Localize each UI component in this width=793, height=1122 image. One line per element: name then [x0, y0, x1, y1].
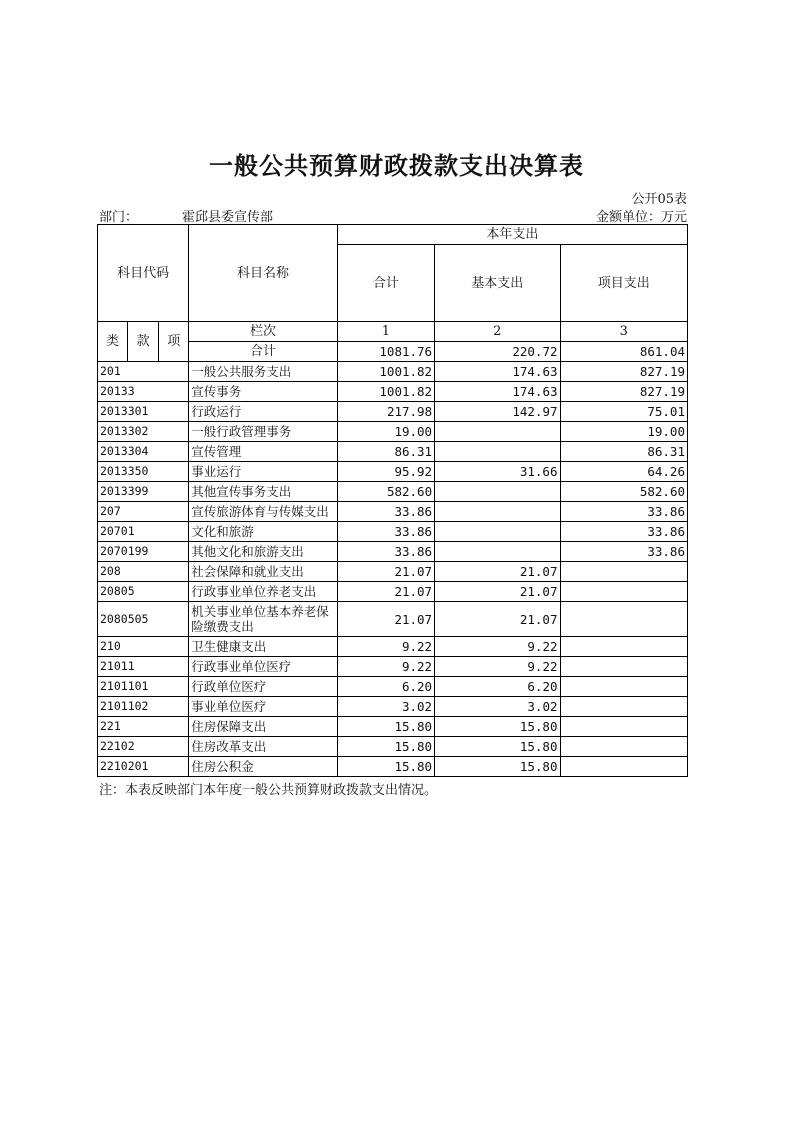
total-cell: 15.80: [337, 717, 434, 737]
total-cell: 86.31: [337, 442, 434, 462]
total-cell: 15.80: [337, 737, 434, 757]
subject-code-cell: 2013304: [98, 442, 189, 462]
subject-name-cell: 其他文化和旅游支出: [189, 542, 337, 562]
subject-name-cell: 其他宣传事务支出: [189, 482, 337, 502]
table-row: [98, 697, 688, 717]
subject-code-header: 科目代码: [98, 225, 189, 322]
table-row: [98, 717, 688, 737]
basic-cell: [435, 542, 560, 562]
subject-code-cell: 2101101: [98, 677, 189, 697]
project-cell: 33.86: [560, 502, 688, 522]
project-cell: 64.26: [560, 462, 688, 482]
department-label: 部门：: [99, 210, 139, 225]
total-cell: 33.86: [337, 542, 434, 562]
total-cell: 95.92: [337, 462, 434, 482]
total-cell: 9.22: [337, 637, 434, 657]
basic-cell: [435, 422, 560, 442]
subject-name-cell: 住房保障支出: [189, 717, 337, 737]
total-cell: 33.86: [337, 502, 434, 522]
subject-name-cell: 宣传事务: [189, 382, 337, 402]
basic-cell: 6.20: [435, 677, 560, 697]
subject-code-cell: 20701: [98, 522, 189, 542]
subject-name-cell: 事业运行: [189, 462, 337, 482]
subject-name-cell: 住房改革支出: [189, 737, 337, 757]
table-row: [98, 522, 688, 542]
total-cell: 21.07: [337, 602, 434, 637]
basic-cell: 15.80: [435, 757, 560, 777]
project-cell: 33.86: [560, 522, 688, 542]
project-cell: [560, 562, 688, 582]
total-cell: 217.98: [337, 402, 434, 422]
total-cell: 1001.82: [337, 382, 434, 402]
table-row: [98, 757, 688, 777]
basic-cell: 21.07: [435, 602, 560, 637]
lei-header: 类: [98, 322, 128, 362]
total-cell: 9.22: [337, 657, 434, 677]
amount-unit: 金额单位：万元: [595, 210, 687, 225]
subject-name-cell: 卫生健康支出: [189, 637, 337, 657]
subject-code-cell: 210: [98, 637, 189, 657]
subject-code-cell: 22102: [98, 737, 189, 757]
project-cell: [560, 737, 688, 757]
project-cell: [560, 637, 688, 657]
table-row: [98, 582, 688, 602]
subject-code-cell: 221: [98, 717, 189, 737]
table-row: [98, 602, 688, 637]
total-cell: 19.00: [337, 422, 434, 442]
table-row: [98, 462, 688, 482]
project-cell: 19.00: [560, 422, 688, 442]
subject-name-cell: 宣传旅游体育与传媒支出: [189, 502, 337, 522]
basic-cell: 174.63: [435, 362, 560, 382]
project-cell: [560, 717, 688, 737]
project-cell: 86.31: [560, 442, 688, 462]
form-number: 公开05表: [631, 192, 687, 207]
subject-name-cell: 行政事业单位养老支出: [189, 582, 337, 602]
column-label: 栏次: [189, 322, 337, 342]
project-cell: 827.19: [560, 362, 688, 382]
subject-code-cell: 21011: [98, 657, 189, 677]
column-index-row: [98, 322, 688, 342]
column-index-2: 2: [435, 322, 560, 342]
table-row: [98, 737, 688, 757]
subject-code-cell: 2013350: [98, 462, 189, 482]
summary-basic: 220.72: [435, 342, 560, 362]
total-cell: 33.86: [337, 522, 434, 542]
table-row: [98, 362, 688, 382]
subject-name-cell: 住房公积金: [189, 757, 337, 777]
subject-code-cell: 2080505: [98, 602, 189, 637]
total-header: 合计: [337, 245, 434, 322]
project-cell: 827.19: [560, 382, 688, 402]
basic-cell: 9.22: [435, 637, 560, 657]
subject-code-cell: 201: [98, 362, 189, 382]
footnote: 注：本表反映部门本年度一般公共预算财政拨款支出情况。: [99, 783, 438, 798]
subject-name-cell: 行政事业单位医疗: [189, 657, 337, 677]
subject-code-cell: 2101102: [98, 697, 189, 717]
kuan-header: 款: [128, 322, 159, 362]
basic-cell: 31.66: [435, 462, 560, 482]
header-row-1: [98, 225, 688, 245]
summary-project: 861.04: [560, 342, 688, 362]
page-title: 一般公共预算财政拨款支出决算表: [209, 152, 584, 180]
basic-cell: 15.80: [435, 737, 560, 757]
subject-code-cell: 2210201: [98, 757, 189, 777]
table-row: [98, 677, 688, 697]
project-cell: [560, 582, 688, 602]
total-cell: 15.80: [337, 757, 434, 777]
total-cell: 21.07: [337, 562, 434, 582]
basic-cell: 15.80: [435, 717, 560, 737]
total-cell: 6.20: [337, 677, 434, 697]
table-row: [98, 402, 688, 422]
xiang-header: 项: [159, 322, 189, 362]
basic-cell: [435, 522, 560, 542]
project-cell: [560, 757, 688, 777]
subject-name-cell: 宣传管理: [189, 442, 337, 462]
summary-label: 合计: [189, 342, 337, 362]
basic-cell: 174.63: [435, 382, 560, 402]
basic-cell: [435, 502, 560, 522]
subject-code-cell: 207: [98, 502, 189, 522]
column-index-3: 3: [560, 322, 688, 342]
subject-name-cell: 机关事业单位基本养老保险缴费支出: [189, 602, 337, 637]
current-year-header: 本年支出: [337, 225, 687, 245]
basic-cell: 142.97: [435, 402, 560, 422]
project-header: 项目支出: [560, 245, 688, 322]
project-cell: 33.86: [560, 542, 688, 562]
subject-name-cell: 文化和旅游: [189, 522, 337, 542]
total-cell: 1001.82: [337, 362, 434, 382]
table-row: [98, 657, 688, 677]
project-cell: [560, 697, 688, 717]
total-cell: 582.60: [337, 482, 434, 502]
table-row: [98, 422, 688, 442]
table-row: [98, 442, 688, 462]
subject-name-cell: 一般公共服务支出: [189, 362, 337, 382]
project-cell: 582.60: [560, 482, 688, 502]
subject-name-cell: 行政单位医疗: [189, 677, 337, 697]
subject-name-cell: 事业单位医疗: [189, 697, 337, 717]
expenditure-table: [97, 224, 688, 777]
subject-code-cell: 2070199: [98, 542, 189, 562]
table-row: [98, 562, 688, 582]
project-cell: [560, 657, 688, 677]
subject-name-cell: 行政运行: [189, 402, 337, 422]
basic-cell: 21.07: [435, 562, 560, 582]
subject-code-cell: 20805: [98, 582, 189, 602]
project-cell: [560, 677, 688, 697]
subject-code-cell: 208: [98, 562, 189, 582]
basic-cell: 21.07: [435, 582, 560, 602]
table-row: [98, 637, 688, 657]
subject-name-header: 科目名称: [189, 225, 337, 322]
subject-name-cell: 一般行政管理事务: [189, 422, 337, 442]
project-cell: 75.01: [560, 402, 688, 422]
table-row: [98, 382, 688, 402]
table-row: [98, 502, 688, 522]
project-cell: [560, 602, 688, 637]
subject-code-cell: 2013399: [98, 482, 189, 502]
basic-cell: 9.22: [435, 657, 560, 677]
subject-code-cell: 20133: [98, 382, 189, 402]
table-row: [98, 482, 688, 502]
subject-code-cell: 2013301: [98, 402, 189, 422]
department-line: [99, 206, 273, 225]
basic-cell: [435, 482, 560, 502]
subject-name-cell: 社会保障和就业支出: [189, 562, 337, 582]
basic-cell: [435, 442, 560, 462]
total-cell: 21.07: [337, 582, 434, 602]
table-row: [98, 542, 688, 562]
subject-code-cell: 2013302: [98, 422, 189, 442]
summary-total: 1081.76: [337, 342, 434, 362]
department-name: 霍邱县委宣传部: [182, 210, 274, 225]
total-cell: 3.02: [337, 697, 434, 717]
column-index-1: 1: [337, 322, 434, 342]
basic-header: 基本支出: [435, 245, 560, 322]
basic-cell: 3.02: [435, 697, 560, 717]
